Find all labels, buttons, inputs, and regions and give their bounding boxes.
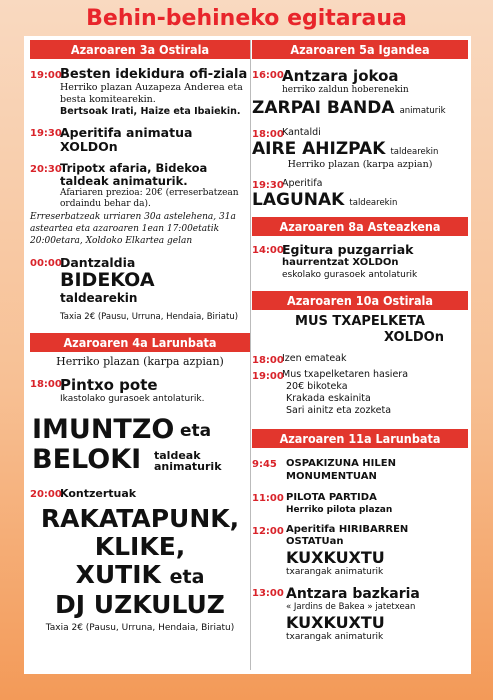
event-desc: Ikastolako gurasoek antolaturik. (60, 394, 205, 404)
event-title: Mus txapelketaren hasiera (282, 369, 409, 380)
band-line (252, 139, 468, 159)
band-line (252, 190, 468, 210)
event-title: Egitura puzgarriak (282, 242, 414, 257)
event-concert (30, 487, 250, 501)
event-time: 18:00 (30, 379, 62, 390)
event-subtitle: animaturik (399, 106, 446, 116)
day-header-nov4: Azaroaren 4a Larunbata (30, 333, 250, 352)
band-line (30, 561, 250, 591)
event-subtitle: taldearekin (390, 147, 439, 157)
event-subtitle: txarangak animaturik (286, 567, 384, 577)
event-time: 20:00 (30, 489, 62, 500)
concert-lineup (30, 505, 250, 619)
event-lunch (252, 586, 468, 643)
band-name: RAKATAPUNK, (40, 504, 240, 533)
event-time: 19:00 (252, 371, 284, 382)
event-desc: « Jardins de Bakea » jatetxean (286, 602, 416, 612)
event-title: PILOTA PARTIDA (286, 492, 377, 503)
event-time: 19:00 (30, 70, 62, 81)
event-title: Kontzertuak (60, 487, 137, 500)
event-time: 19:30 (252, 180, 284, 191)
event-subtitle: haurrentzat XOLDOn (282, 257, 399, 268)
page-title: Behin-behineko egitaraua (86, 6, 407, 31)
taxi-info: Taxia 2€ (Pausu, Urruna, Hendaia, Biriatu) (45, 623, 235, 633)
event-desc: Herriko plazan (karpa azpian) (287, 159, 433, 170)
event-inflatables (252, 243, 468, 281)
mus-venue: XOLDOn (384, 330, 444, 345)
event-aperitif (30, 126, 250, 154)
event-title: Izen emateak (282, 353, 347, 364)
event-desc: Bertsoak Irati, Haize eta Ibaiekin. (60, 106, 241, 117)
event-time: 9:45 (252, 459, 277, 470)
event-time: 00:00 (30, 258, 62, 269)
event-opening (30, 68, 250, 118)
event-time: 18:00 (252, 355, 284, 366)
event-subtitle: txarangak animaturik (286, 632, 384, 642)
mus-detail: Sari ainitz eta zozketa (286, 405, 392, 416)
band-line (252, 98, 468, 118)
event-registration (252, 353, 468, 365)
mus-detail: Krakada eskainita (286, 393, 371, 404)
band-name: KLIKE, (94, 532, 186, 561)
event-title: Aperitifa (282, 178, 323, 189)
day-header-nov3: Azaroaren 3a Ostirala (30, 40, 250, 59)
event-title: Pintxo pote (60, 376, 158, 394)
band-name: BELOKI (32, 444, 142, 475)
program-panel (24, 36, 471, 674)
event-title: Antzara bazkaria (286, 586, 420, 602)
event-subtitle: taldearekin (60, 291, 138, 305)
mus-detail: 20€ bikoteka (286, 381, 348, 392)
reservation-note: Erreserbatzeak urriaren 30a astelehena, 31a asteartea eta azaroaren 1ean 17:00etatik 20:00etara, Xoldoko Elkartea gelan (30, 212, 236, 246)
event-desc: Herriko plazan Auzapeza Anderea eta besta komitearekin. (60, 82, 243, 105)
event-time: 13:00 (252, 588, 284, 599)
venue-text: Herriko plazan (karpa azpian) (56, 355, 224, 368)
event-aperitif-2 (252, 178, 468, 190)
event-time: 14:00 (252, 245, 284, 256)
event-desc: eskolako gurasoek antolaturik (282, 270, 418, 280)
event-subtitle: taldeak (154, 449, 201, 462)
event-title: OSPAKIZUNA HILEN MONUMENTUAN (286, 458, 396, 482)
event-title: Antzara jokoa (282, 67, 399, 85)
event-title: Tripotx afaria, Bidekoa taldeak animaturik. (60, 161, 208, 188)
day-header-nov5: Azaroaren 5a Igandea (252, 40, 468, 59)
event-title: Dantzaldia (60, 255, 136, 270)
event-time: 11:00 (252, 493, 284, 504)
band-name: LAGUNAK (252, 190, 345, 210)
event-mus-start (252, 369, 468, 417)
event-title: Besten idekidura ofi-ziala (60, 67, 248, 82)
left-column (30, 40, 250, 634)
event-subtitle: animaturik (154, 460, 222, 473)
event-subtitle: Herriko pilota plazan (286, 505, 393, 515)
conjunction: eta (180, 421, 212, 441)
event-pelota (252, 491, 468, 516)
band-name: IMUNTZO (32, 414, 175, 445)
taxi-info: Taxia 2€ (Pausu, Urruna, Hendaia, Biriatu) (60, 312, 239, 322)
event-time: 18:00 (252, 129, 284, 140)
event-time: 16:00 (252, 70, 284, 81)
event-title: Aperitifa HIRIBARREN OSTATUan (286, 524, 409, 547)
band-name: ZARPAI BANDA (252, 98, 395, 118)
band-name: BIDEKOA (60, 269, 155, 291)
band-name: KUXKUXTU (286, 613, 385, 632)
event-pintxo (30, 377, 250, 405)
event-title: Kantaldi (282, 127, 321, 138)
event-title: Aperitifa animatua (60, 125, 193, 140)
event-time: 12:00 (252, 526, 284, 537)
event-song (252, 127, 468, 139)
event-dance (30, 256, 250, 323)
event-time: 20:30 (30, 164, 62, 175)
event-dinner (30, 162, 250, 210)
event-desc: herriko zaldun hoberenekin (282, 85, 409, 95)
right-column (252, 40, 468, 643)
day-header-nov10: Azaroaren 10a Ostirala (252, 291, 468, 310)
event-subtitle: XOLDOn (60, 139, 118, 154)
band-name: DJ UZKULUZ (55, 590, 225, 619)
event-desc: Afariaren prezioa: 20€ (erreserbatzean ordaindu behar da). (60, 188, 239, 209)
event-monument (252, 457, 468, 483)
column-divider (250, 40, 251, 670)
band-name: XUTIK (75, 560, 161, 589)
day-header-nov11: Azaroaren 11a Larunbata (252, 429, 468, 448)
event-subtitle: taldearekin (349, 198, 398, 208)
band-name: AIRE AHIZPAK (252, 139, 386, 159)
band-name: KUXKUXTU (286, 548, 385, 567)
event-animation (30, 415, 250, 477)
conjunction: eta (169, 566, 205, 588)
event-aperitif-3 (252, 524, 468, 578)
day-header-nov8: Azaroaren 8a Asteazkena (252, 217, 468, 236)
event-goose-game (252, 68, 468, 96)
event-time: 19:30 (30, 128, 62, 139)
mus-title: MUS TXAPELKETA (295, 314, 425, 329)
